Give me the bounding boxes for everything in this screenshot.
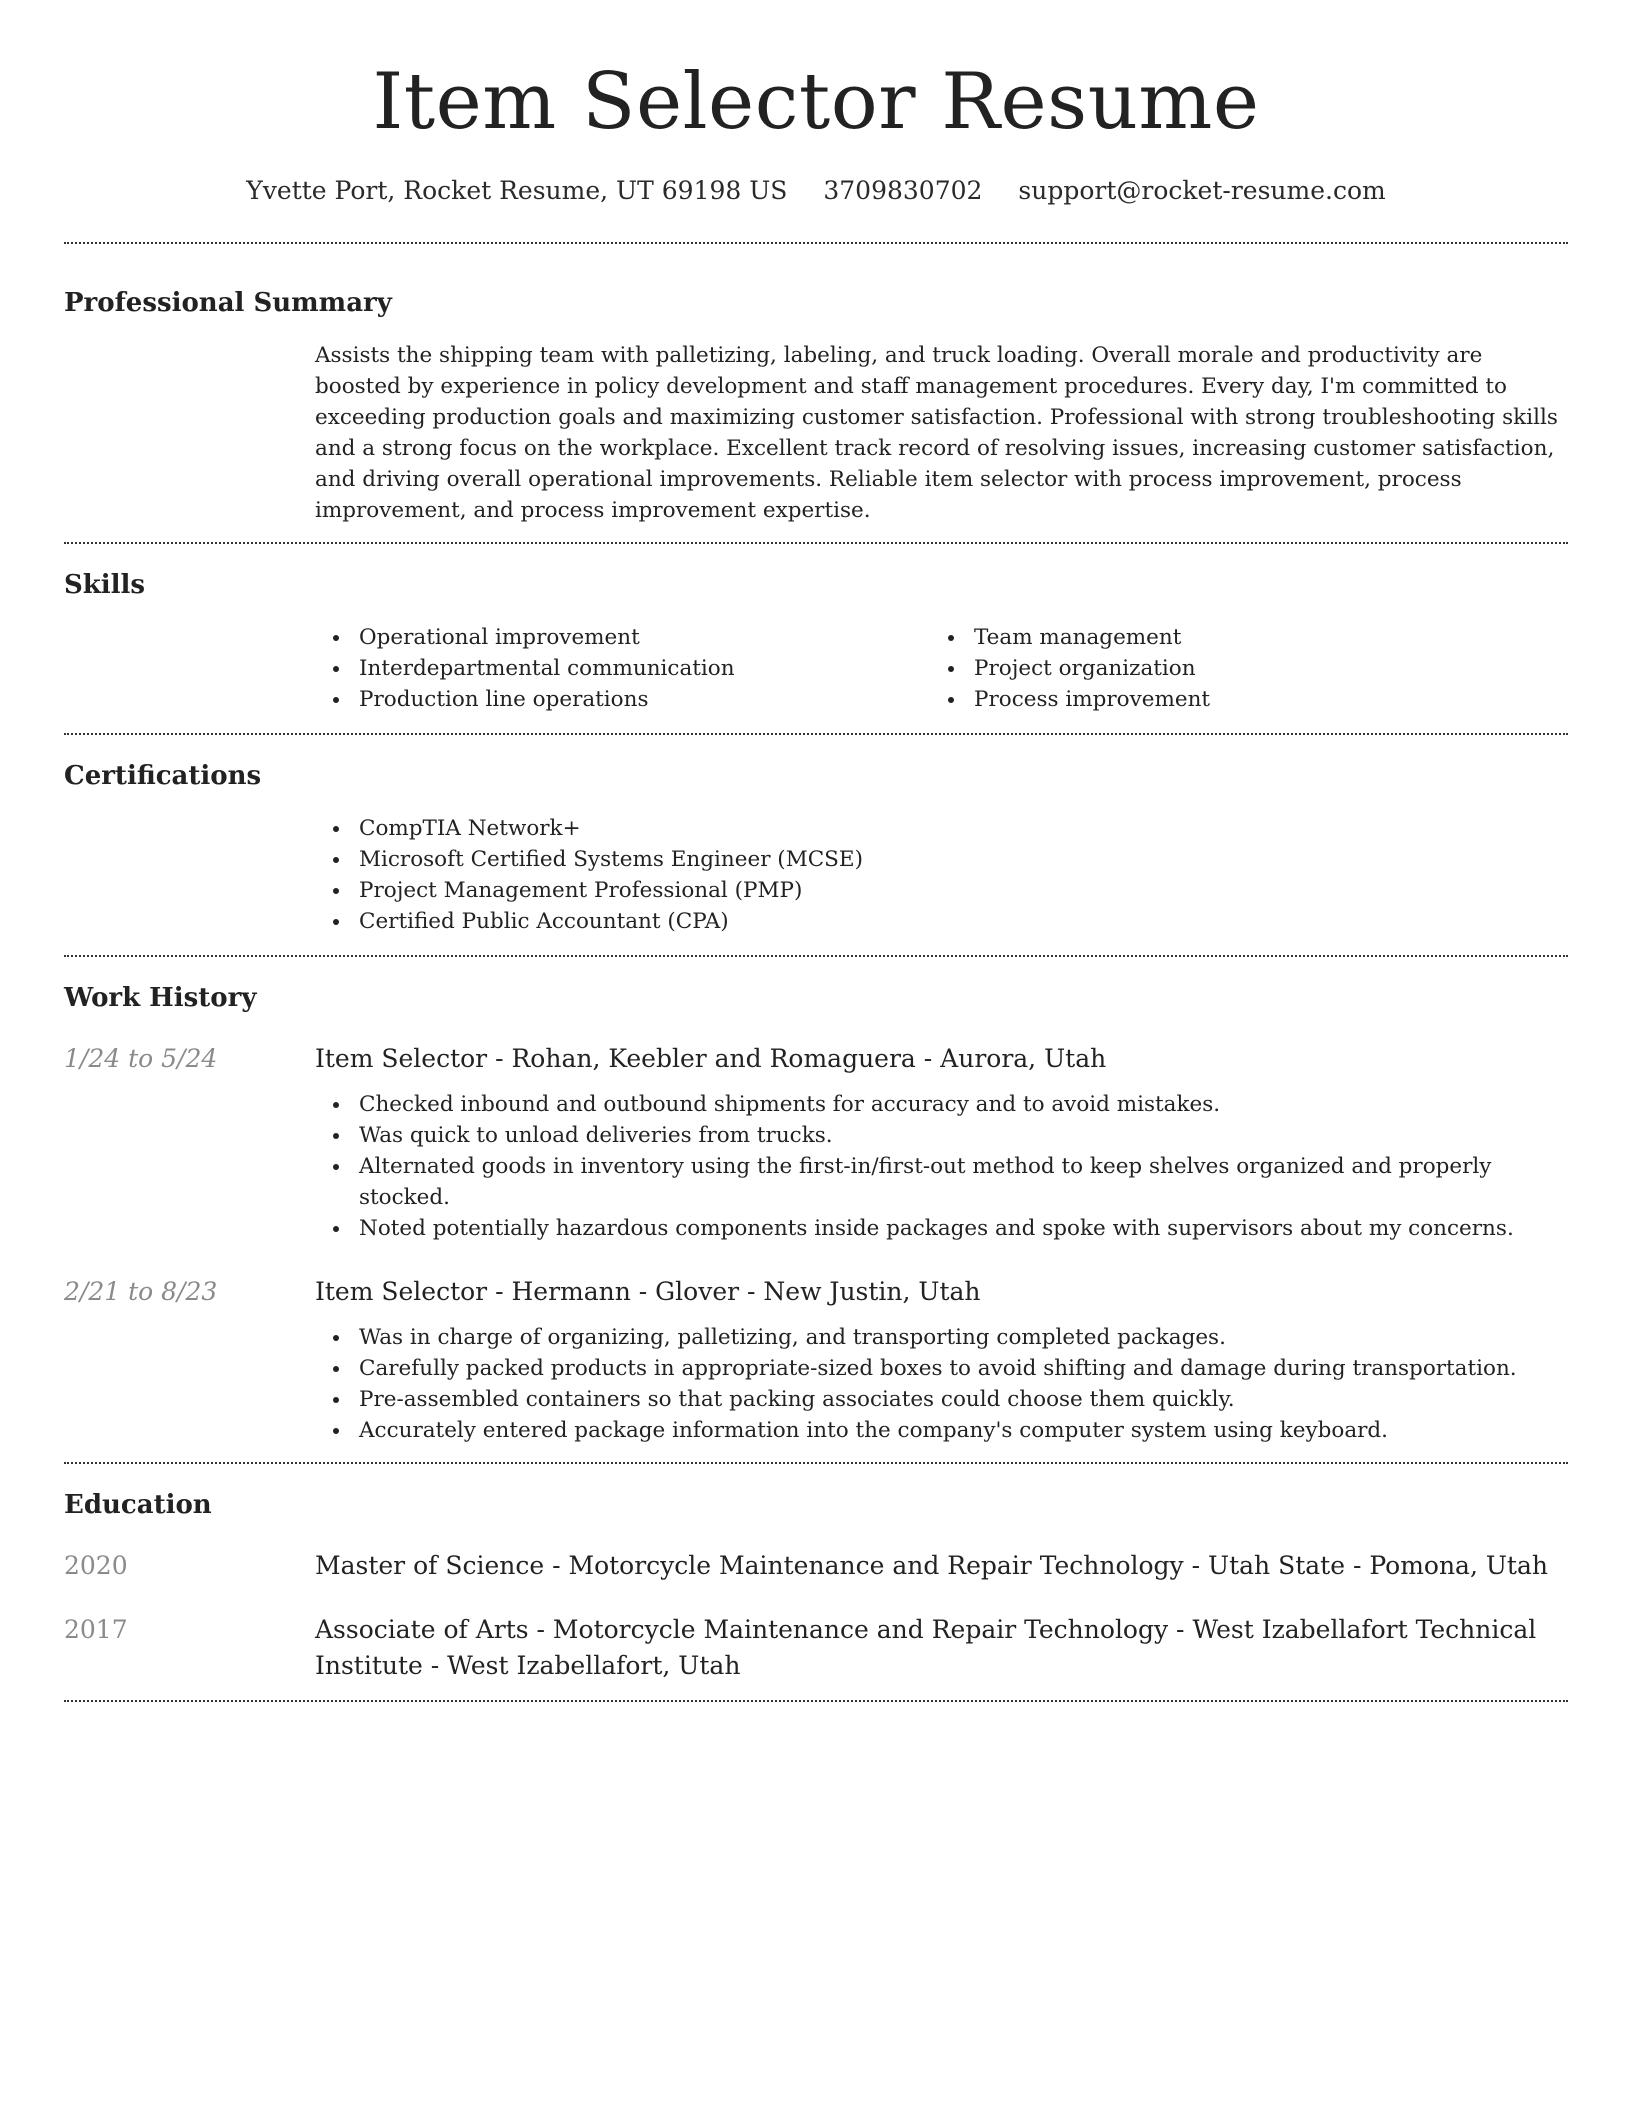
contact-phone: 3709830702 [823, 176, 983, 205]
divider [64, 1700, 1568, 1702]
summary-text: Assists the shipping team with palletizing, labeling, and truck loading. Overall morale and productivity are boosted by experience in policy development and staff management procedures. Every day, I'm committed to exceeding production goals and maximizing customer satisfaction. Professional with strong troubleshooting skills and a strong focus on the workplace. Excellent track record of resolving issues, increasing customer satisfaction, and driving overall operational improvements. Reliable item selector with process improvement, process improvement, and process improvement expertise. [315, 343, 1558, 523]
job-bullet: Was quick to unload deliveries from trucks. [359, 1120, 1568, 1151]
education-year: 2020 [64, 1551, 128, 1580]
job-bullets [315, 1322, 1568, 1446]
skills-column-right [930, 622, 1545, 715]
job-bullet: Noted potentially hazardous components inside packages and spoke with supervisors about my concerns. [359, 1213, 1568, 1244]
skill-item: Interdepartmental communication [359, 653, 930, 684]
skills-column-left [315, 622, 930, 715]
certification-item: Certified Public Accountant (CPA) [359, 906, 1568, 937]
job-bullet: Checked inbound and outbound shipments for accuracy and to avoid mistakes. [359, 1089, 1568, 1120]
job-details [315, 1041, 1568, 1244]
job-bullet: Accurately entered package information into the company's computer system using keyboard. [359, 1415, 1568, 1446]
contact-address: Yvette Port, Rocket Resume, UT 69198 US [246, 176, 788, 205]
job-bullets [315, 1089, 1568, 1244]
job-bullet: Alternated goods in inventory using the first-in/first-out method to keep shelves organized and properly stocked. [359, 1151, 1568, 1213]
contact-email: support@rocket-resume.com [1018, 176, 1386, 205]
section-title-summary: Professional Summary [64, 288, 392, 318]
job-bullet: Carefully packed products in appropriate-sized boxes to avoid shifting and damage during transportation. [359, 1353, 1568, 1384]
job-bullet: Was in charge of organizing, palletizing, and transporting completed packages. [359, 1322, 1568, 1353]
skill-item: Operational improvement [359, 622, 930, 653]
certification-item: Project Management Professional (PMP) [359, 875, 1568, 906]
section-title-certifications: Certifications [64, 761, 262, 791]
skill-item: Team management [974, 622, 1545, 653]
job-dates: 1/24 to 5/24 [64, 1044, 218, 1073]
skills-list [315, 622, 1568, 733]
education-entry [64, 1612, 1568, 1684]
section-title-work-history: Work History [64, 983, 257, 1013]
certifications-list [315, 813, 1568, 955]
skill-item: Project organization [974, 653, 1545, 684]
education-entry [64, 1548, 1568, 1584]
education-degree: Associate of Arts - Motorcycle Maintenance and Repair Technology - West Izabellafort Technical Institute - West Izabellafort, Utah [315, 1615, 1537, 1680]
certification-item: CompTIA Network+ [359, 813, 1568, 844]
job-title: Item Selector - Hermann - Glover - New Justin, Utah [315, 1277, 981, 1306]
contact-line [64, 174, 1568, 208]
job-entry [64, 1041, 1568, 1244]
job-title: Item Selector - Rohan, Keebler and Romaguera - Aurora, Utah [315, 1044, 1107, 1073]
resume-page [64, 0, 1568, 1702]
section-title-skills: Skills [64, 570, 146, 600]
education-degree: Master of Science - Motorcycle Maintenance and Repair Technology - Utah State - Pomona, Utah [315, 1551, 1548, 1580]
job-details [315, 1274, 1568, 1446]
job-entry [64, 1274, 1568, 1446]
skill-item: Process improvement [974, 684, 1545, 715]
certification-item: Microsoft Certified Systems Engineer (MCSE) [359, 844, 1568, 875]
section-title-education: Education [64, 1490, 212, 1520]
resume-title: Item Selector Resume [372, 57, 1260, 147]
job-bullet: Pre-assembled containers so that packing associates could choose them quickly. [359, 1384, 1568, 1415]
job-dates: 2/21 to 8/23 [64, 1277, 218, 1306]
skill-item: Production line operations [359, 684, 930, 715]
education-year: 2017 [64, 1615, 128, 1644]
